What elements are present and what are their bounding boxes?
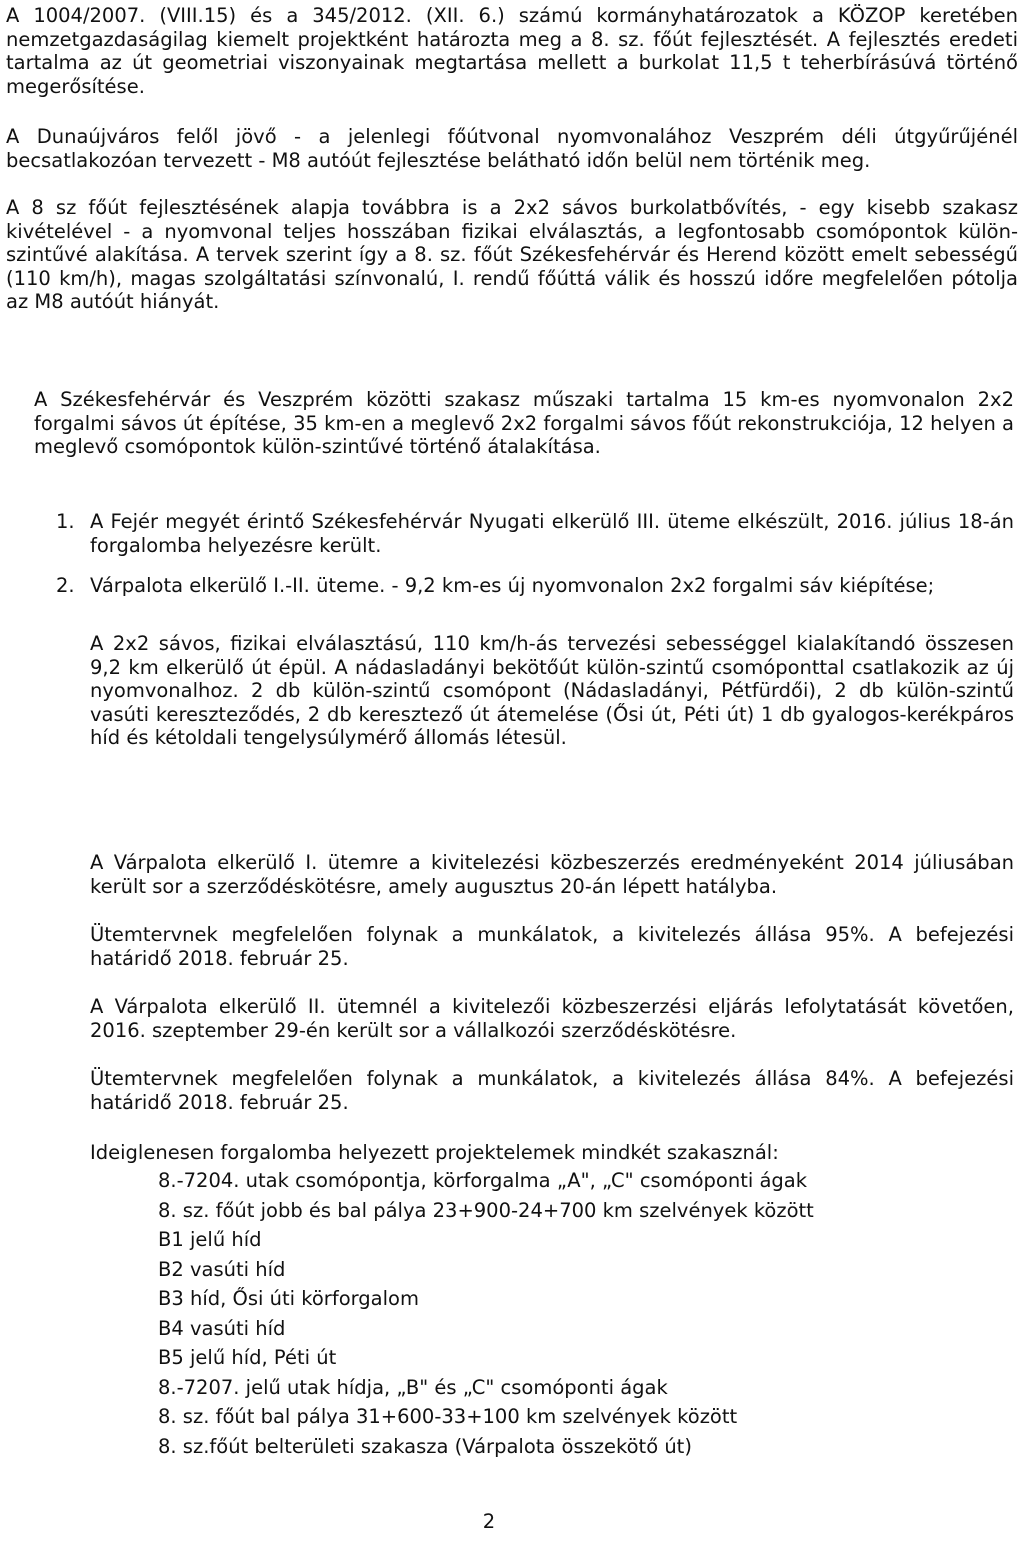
numbered-list-item [56, 510, 1014, 557]
paragraph-phase-2-contract: A Várpalota elkerülő II. ütemnél a kivitelezői közbeszerzési eljárás lefolytatását követően, 2016. szeptember 29-én került sor a vállalkozói szerződéskötésre. [90, 995, 1014, 1042]
list-number: 1. [56, 510, 75, 533]
paragraph-m8-development: A Dunaújváros felől jövő - a jelenlegi főútvonal nyomvonalához Veszprém déli útgyűrűjénél becsatlakozóan tervezett - M8 autóút fejlesztése belátható időn belül nem történik meg. [6, 125, 1018, 172]
project-element-item: 8.-7204. utak csomópontja, körforgalma „A", „C" csomóponti ágak [158, 1169, 808, 1192]
project-element-item: 8. sz.főút belterületi szakasza (Várpalota összekötő út) [158, 1434, 692, 1458]
list-item-text: Várpalota elkerülő I.-II. üteme. - 9,2 km-es új nyomvonalon 2x2 forgalmi sáv kiépítése; [90, 574, 935, 597]
paragraph-government-decisions: A 1004/2007. (VIII.15) és a 345/2012. (XII. 6.) számú kormányhatározatok a KÖZOP keretében nemzetgazdaságilag kiemelt projektként határozta meg a 8. sz. főút fejlesztését. A fejlesztés eredeti tartalma az út geometriai viszonyainak megtartása mellett a burkolat 11,5 t teherbírásúvá történő megerősítése. [6, 4, 1018, 98]
paragraph-phase-1-contract: A Várpalota elkerülő I. ütemre a kivitelezési közbeszerzés eredményeként 2014 júliusában került sor a szerződéskötésre, amely augusztus 20-án lépett hatályba. [90, 851, 1014, 898]
project-element-item: B1 jelű híd [158, 1228, 262, 1251]
project-element-item: 8. sz. főút bal pálya 31+600-33+100 km szelvények között [158, 1405, 738, 1428]
project-element-item: B3 híd, Ősi úti körforgalom [158, 1287, 419, 1310]
page-number: 2 [482, 1510, 496, 1533]
paragraph-road-8-basis: A 8 sz főút fejlesztésének alapja továbbra is a 2x2 sávos burkolatbővítés, - egy kisebb szakasz kivételével - a nyomvonal teljes hosszában fizikai elválasztás, a legfontosabb csomópontok külön-szintűvé alakítása. A tervek szerint így a 8. sz. főút Székesfehérvár és Herend között emelt sebességű (110 km/h), magas szolgáltatási színvonalú, I. rendű főúttá válik és hosszú időre megfelelően pótolja az M8 autóút hiányát. [6, 196, 1018, 313]
project-element-item: B2 vasúti híd [158, 1257, 286, 1281]
paragraph-phase-2-progress: Ütemtervnek megfelelően folynak a munkálatok, a kivitelezés állása 84%. A befejezési határidő 2018. február 25. [90, 1067, 1014, 1114]
project-element-item: 8. sz. főút jobb és bal pálya 23+900-24+700 km szelvények között [158, 1198, 814, 1222]
project-element-item: 8.-7207. jelű utak hídja, „B" és „C" csomóponti ágak [158, 1375, 668, 1399]
paragraph-technical-content: A Székesfehérvár és Veszprém közötti szakasz műszaki tartalma 15 km-es nyomvonalon 2x2 forgalmi sávos út építése, 35 km-en a meglevő 2x2 forgalmi sávos főút rekonstrukciója, 12 helyen a meglevő csomópontok külön-szintűvé történő átalakítása. [34, 388, 1014, 458]
paragraph-phase-1-progress: Ütemtervnek megfelelően folynak a munkálatok, a kivitelezés állása 95%. A befejezési határidő 2018. február 25. [90, 923, 1014, 970]
project-element-item: B5 jelű híd, Péti út [158, 1346, 337, 1369]
list-item-text: A Fejér megyét érintő Székesfehérvár Nyugati elkerülő III. üteme elkészült, 2016. július 18-án forgalomba helyezésre került. [90, 510, 1014, 557]
list-number: 2. [56, 574, 75, 597]
project-elements-list [158, 1166, 1014, 1461]
numbered-list-item [56, 574, 1014, 598]
paragraph-bypass-details: A 2x2 sávos, fizikai elválasztású, 110 km/h-ás tervezési sebességgel kialakítandó összesen 9,2 km elkerülő út épül. A nádasladányi bekötőút külön-szintű csomóponttal csatlakozik az új nyomvonalhoz. 2 db külön-szintű csomópont (Nádasladányi, Pétfürdői), 2 db külön-szintű vasúti kereszteződés, 2 db keresztező út átemelése (Ősi út, Péti út) 1 db gyalogos-kerékpáros híd és kétoldali tengelysúlymérő állomás létesül. [90, 632, 1014, 749]
project-element-item: B4 vasúti híd [158, 1316, 286, 1340]
paragraph-temporary-elements-intro: Ideiglenesen forgalomba helyezett projektelemek mindkét szakasznál: [90, 1141, 779, 1164]
